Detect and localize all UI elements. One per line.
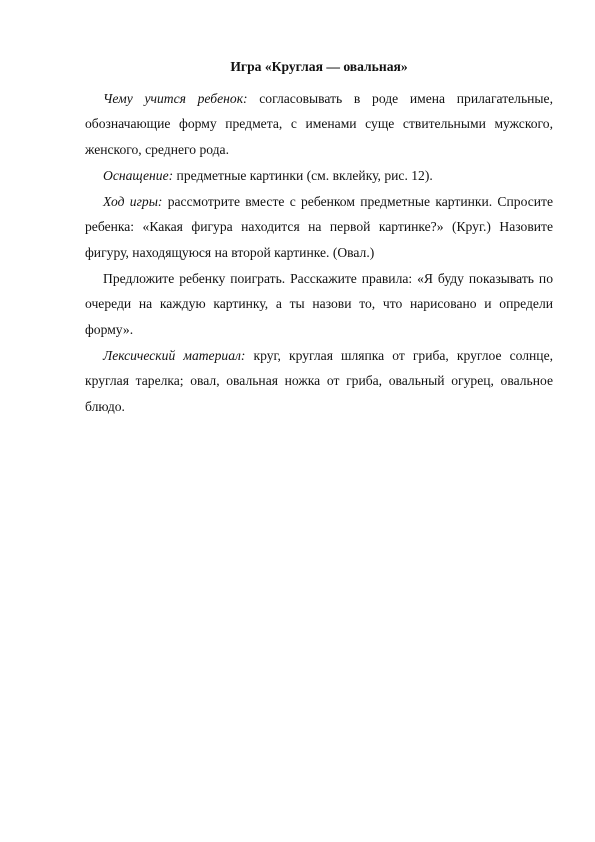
paragraph-what-child-learns: [85, 86, 553, 163]
paragraph-text: предметные картинки (см. вклейку, рис. 12).: [173, 167, 433, 183]
paragraph-lexical-material: [85, 343, 553, 420]
paragraph-text: согласовывать в роде имена прилагательные, обозначающие форму предмета, с именами суще ствительными мужского, женского, среднего рода.: [85, 90, 553, 158]
paragraph-equipment: [85, 163, 553, 189]
paragraph-rules: [85, 266, 553, 343]
paragraph-lead: Оснащение:: [103, 167, 174, 183]
paragraph-game-course: [85, 189, 553, 266]
paragraph-text: рассмотрите вместе с ребенком предметные картинки. Спросите ребенка: «Какая фигура находится на первой картинке?» (Круг.) Назовите фигуру, находящуюся на второй картинке. (Овал.): [85, 193, 553, 260]
document-title: Игра «Круглая — овальная»: [230, 59, 408, 74]
paragraph-text: круг, круглая шляпка от гриба, круглое солнце, круглая тарелка; овал, овальная ножка от гриба, овальный огурец, овальное блюдо.: [85, 347, 553, 415]
document-page: [85, 54, 553, 420]
paragraph-lead: Ход игры:: [103, 193, 163, 209]
paragraph-text: Предложите ребенку поиграть. Расскажите правила: «Я буду показывать по очереди на каждую картинку, а ты назови то, что нарисовано и определи форму».: [85, 270, 553, 338]
paragraph-lead: Лексический материал:: [103, 347, 246, 363]
paragraph-lead: Чему учится ребенок:: [103, 90, 248, 106]
